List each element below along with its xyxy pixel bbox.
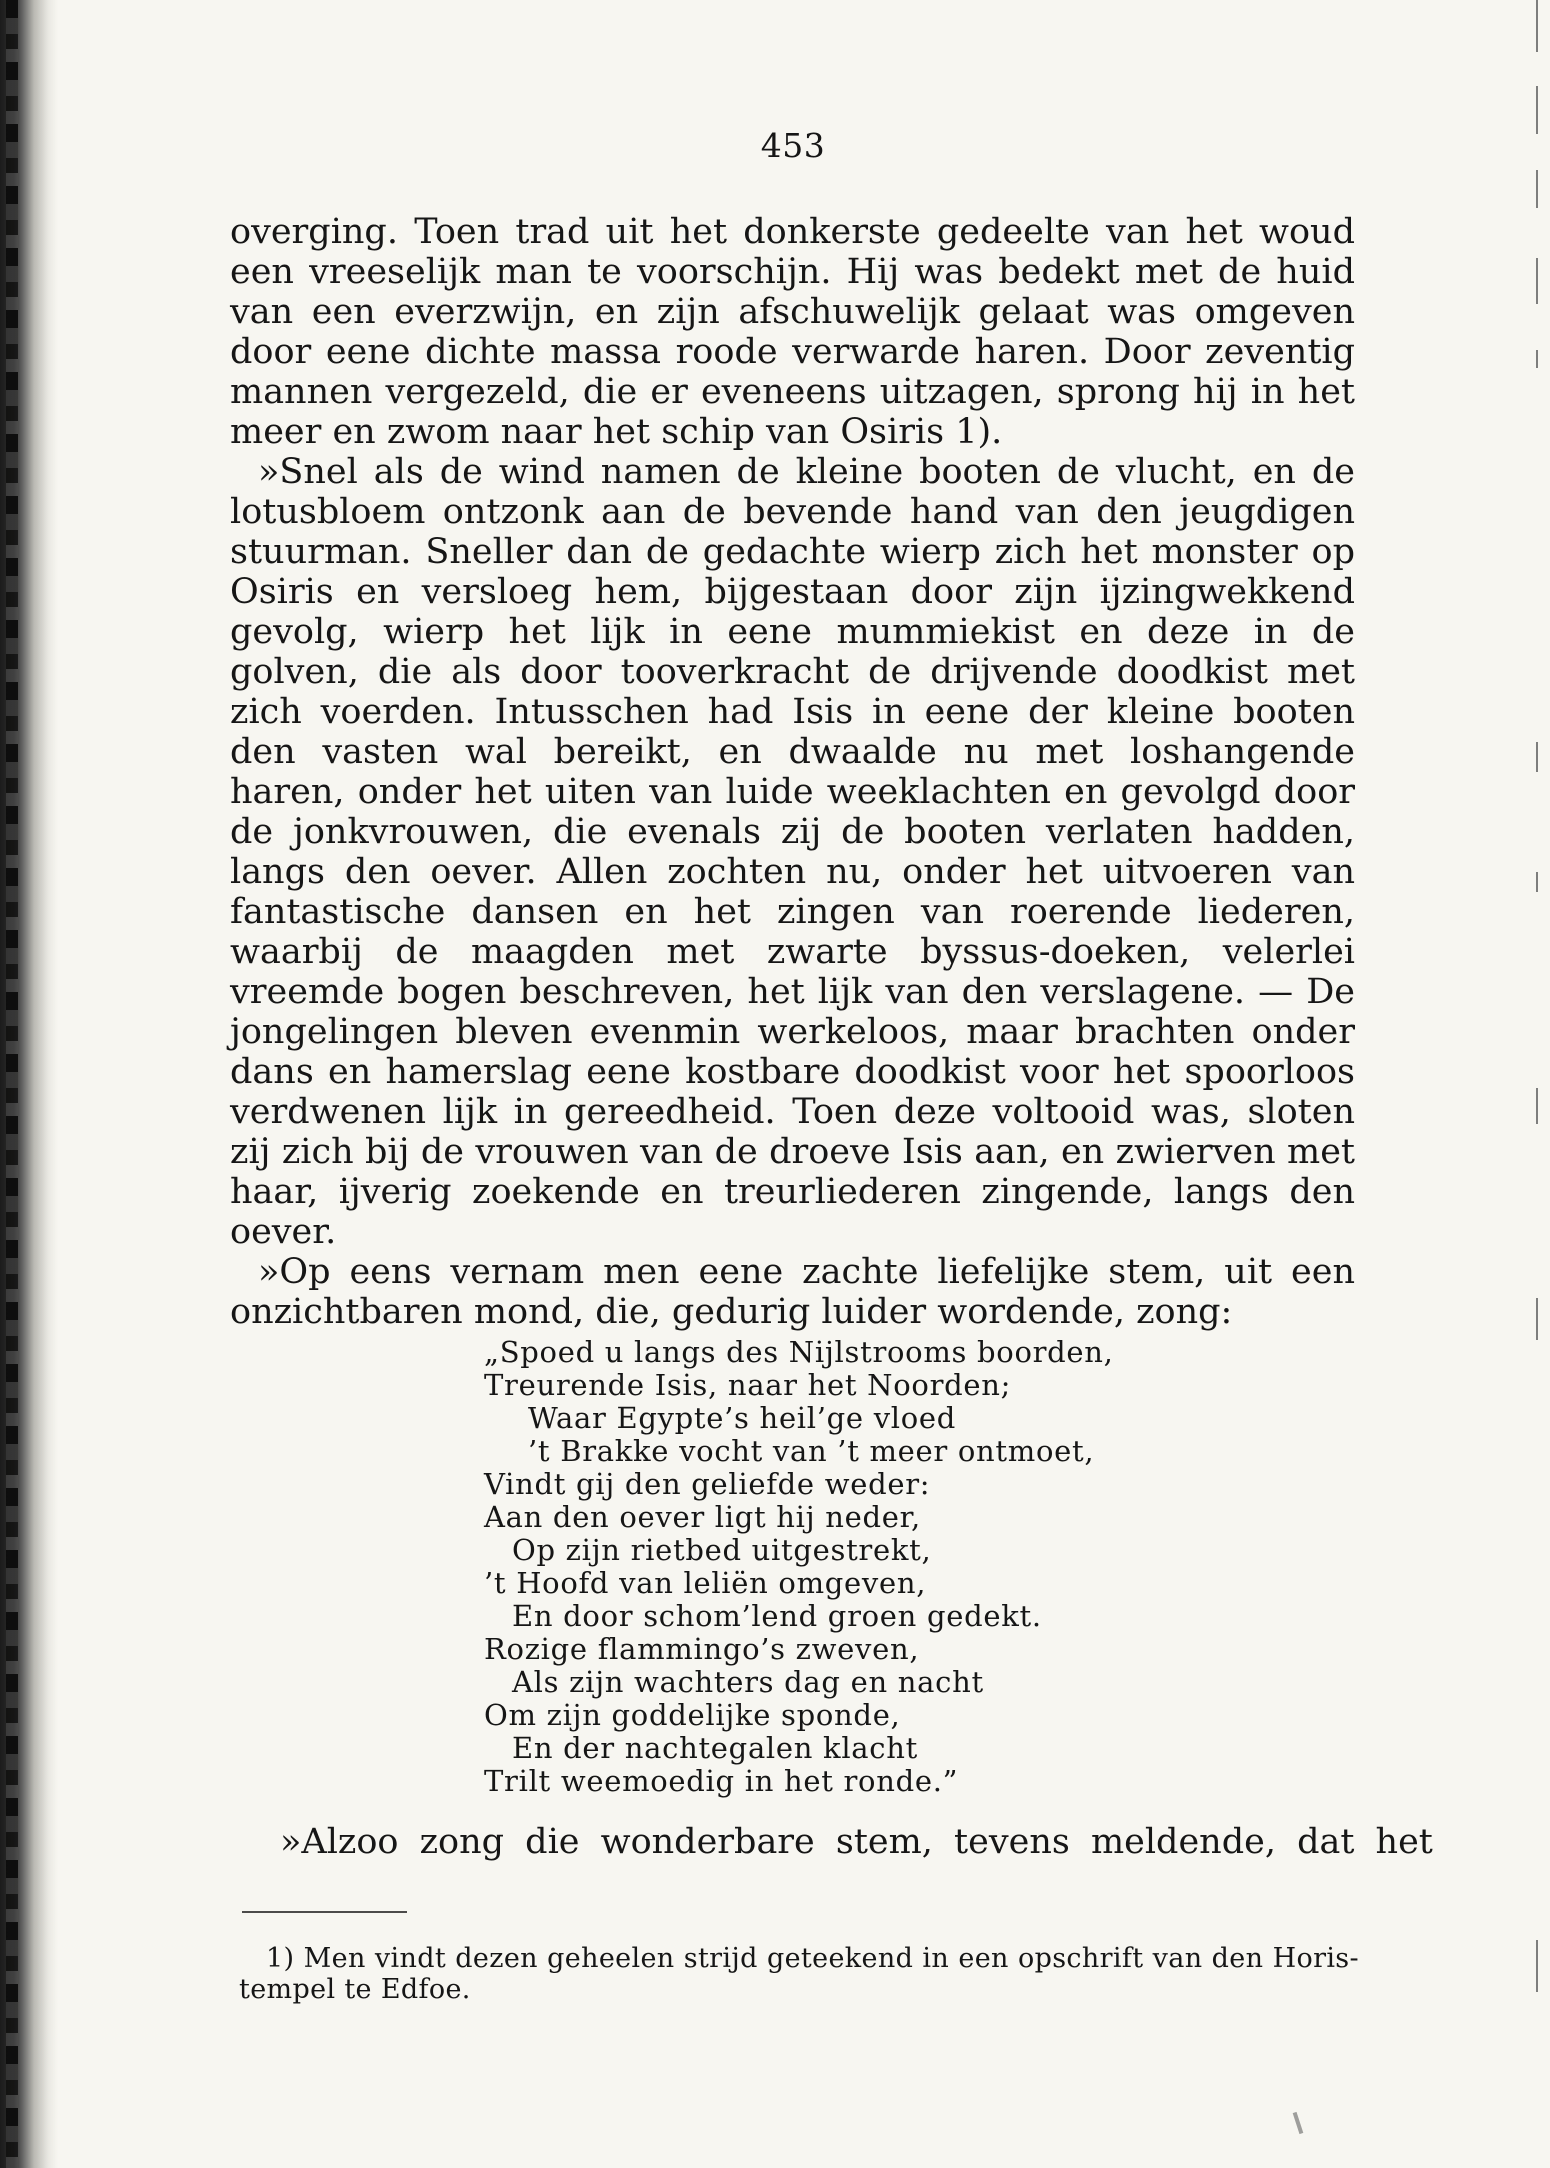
scan-edge-mark [1536,170,1538,208]
scan-edge-mark [1536,872,1538,892]
paragraph-1: overging. Toen trad uit het donkerste gedeelte van het woud een vreeselijk man te voorschijn. Hij was bedekt met de huid van een everzwijn, en zijn afschuwelijk gelaat was omgeven door eene dichte massa roode verwarde haren. Door zeventig mannen vergezeld, die er eveneens uitzagen, sprong hij in het meer en zwom naar het schip van Osiris 1). [230,212,1355,452]
poem-line: Rozige flammingo’s zweven, [484,1632,920,1666]
poem-line: Trilt weemoedig in het ronde.” [484,1764,959,1798]
scan-edge-mark [1536,1088,1538,1124]
poem-line: „Spoed u langs des Nijlstrooms boorden, [484,1335,1114,1369]
scan-edge-mark [1536,742,1538,772]
footnote [239,1943,1359,2005]
footnote-text: 1) Men vindt dezen geheelen strijd geteekend in een opschrift van den Horis-tempel te Edfoe. [239,1943,1359,2005]
scan-edge-marks [1524,0,1538,2168]
page-number: 453 [760,126,826,165]
scanned-binding-edge [0,0,58,2168]
poem-line: Aan den oever ligt hij neder, [484,1500,921,1534]
poem-line: Om zijn goddelijke sponde, [484,1698,901,1732]
footnote-divider [242,1911,407,1913]
scan-edge-mark [1536,350,1538,368]
poem-line: Vindt gij den geliefde weder: [484,1467,931,1501]
poem-line: ’t Hoofd van leliën omgeven, [484,1566,927,1600]
poem-line: En door schom’lend groen gedekt. [512,1599,1042,1633]
scan-edge-mark [1536,86,1538,134]
poem-line: ’t Brakke vocht van ’t meer ontmoet, [528,1434,1095,1468]
poem-line: En der nachtegalen klacht [512,1731,918,1765]
main-text-block [230,212,1355,1332]
poem-line: Als zijn wachters dag en nacht [512,1665,984,1699]
closing-line: »Alzoo zong die wonderbare stem, tevens meldende, dat het [280,1822,1433,1862]
poem-line: Waar Egypte’s heil’ge vloed [528,1401,957,1435]
poem-line: Op zijn rietbed uitgestrekt, [512,1533,932,1567]
scan-edge-mark [1536,258,1538,304]
poem-block [484,1336,1214,1798]
paragraph-2: »Snel als de wind namen de kleine booten de vlucht, en de lotusbloem ontzonk aan de bevende hand van den jeugdigen stuurman. Sneller dan de gedachte wierp zich het monster op Osiris en versloeg hem, bijgestaan door zijn ijzingwekkend gevolg, wierp het lijk in eene mummiekist en deze in de golven, die als door tooverkracht de drijvende doodkist met zich voerden. Intusschen had Isis in eene der kleine booten den vasten wal bereikt, en dwaalde nu met loshangende haren, onder het uiten van luide weeklachten en gevolgd door de jonkvrouwen, die evenals zij de booten verlaten hadden, langs den oever. Allen zochten nu, onder het uitvoeren van fantastische dansen en het zingen van roerende liederen, waarbij de maagden met zwarte byssus-doeken, velerlei vreemde bogen beschreven, het lijk van den verslagene. — De jongelingen bleven evenmin werkeloos, maar brachten onder dans en hamerslag eene kostbare doodkist voor het spoorloos verdwenen lijk in gereedheid. Toen deze voltooid was, sloten zij zich bij de vrouwen van de droeve Isis aan, en zwierven met haar, ijverig zoekende en treurliederen zingende, langs den oever. [230,452,1355,1252]
scan-edge-mark [1536,1940,1538,1992]
paragraph-3: »Op eens vernam men eene zachte liefelijke stem, uit een onzichtbaren mond, die, gedurig luider wordende, zong: [230,1252,1355,1332]
poem-line: Treurende Isis, naar het Noorden; [484,1368,1012,1402]
scan-bottom-mark [1293,2112,1304,2134]
scan-edge-mark [1536,0,1538,52]
scan-edge-mark [1536,1298,1538,1340]
